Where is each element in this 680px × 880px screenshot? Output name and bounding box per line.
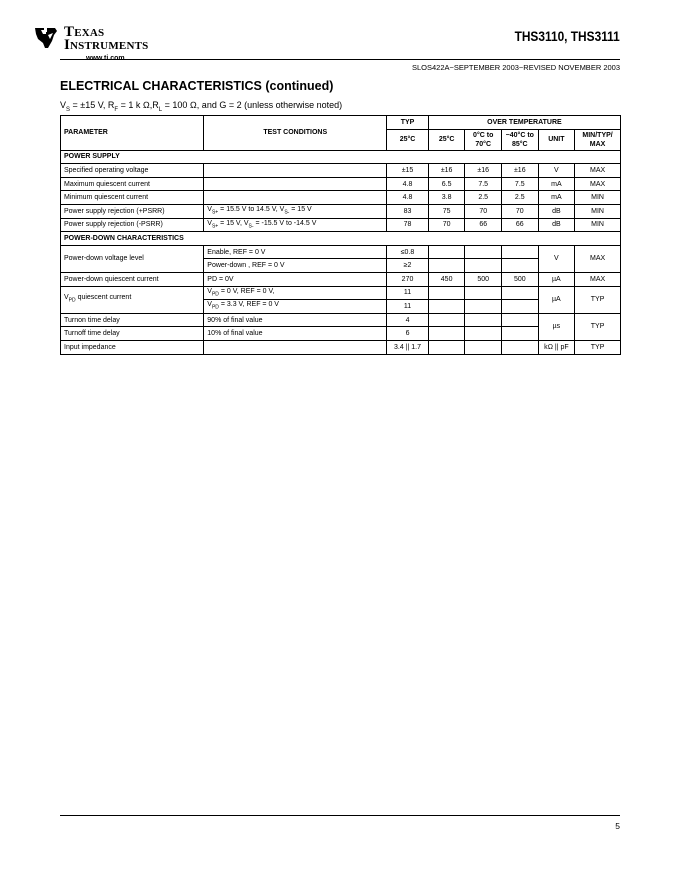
table-row: Maximum quiescent current 4.8 6.5 7.5 7.5 mA MAX: [61, 177, 621, 191]
col-header-typ-25c: 25°C: [387, 129, 429, 150]
col-header-25c: 25°C: [428, 129, 465, 150]
section-title: ELECTRICAL CHARACTERISTICS (continued): [60, 79, 334, 93]
logo-url[interactable]: www.ti.com: [86, 55, 125, 62]
section-row: [61, 232, 621, 246]
table-row: Input impedance 3.4 || 1.7 kΩ || pF TYP: [61, 340, 621, 354]
col-header-0-70c: 0°C to 70°C: [465, 129, 502, 150]
header-divider: [60, 59, 620, 60]
col-header-over-temperature: OVER TEMPERATURE: [428, 116, 620, 130]
ti-logo-icon: [33, 26, 61, 50]
electrical-characteristics-table: [60, 115, 621, 355]
col-header-unit: UNIT: [538, 129, 575, 150]
col-header-parameter: PARAMETER: [61, 116, 204, 151]
table-row: Turnoff time delay 10% of final value 6: [61, 327, 621, 341]
section-row: [61, 150, 621, 164]
col-header-min-typ-max: MIN/TYP/ MAX: [575, 129, 621, 150]
table-row: Specified operating voltage ±15 ±16 ±16 ±16 V MAX: [61, 164, 621, 178]
doc-code: SLOS422A−SEPTEMBER 2003−REVISED NOVEMBER 2003: [411, 63, 620, 72]
table-row: Power supply rejection (-PSRR) $V_{S+} = 15$ V, $V_{S-} = -15.5$ V to -14.5 V 78 70 66 66 dB MIN: [61, 218, 621, 232]
test-conditions-note: $V_S = \pm 15$ V, $R_F = 1$ k $Ω,R_L = 100$ Ω, and G = 2 (unless otherwise noted): [60, 100, 343, 113]
table-row: Power-down voltage level Enable, REF = 0 V ≤0.8 V MAX: [61, 245, 621, 259]
table-row: Power-down quiescent current PD = 0V 270 450 500 500 µA MAX: [61, 272, 621, 286]
table-row: $V_{PD} = 3.3$ V, REF = 0 V 11: [61, 300, 621, 314]
footer-divider: [60, 815, 620, 816]
table-row: $V_{PD}$ quiescent current $V_{PD} = 0$ V, REF = 0 V, 11 µA TYP: [61, 286, 621, 300]
ti-logo: [33, 24, 153, 64]
table-row: Minimum quiescent current 4.8 3.8 2.5 2.5 mA MIN: [61, 191, 621, 205]
header-row: [61, 116, 621, 130]
page-number: 5: [615, 821, 620, 831]
table-row: Power-down , REF = 0 V ≥2: [61, 259, 621, 273]
logo-line1: Texas: [64, 24, 105, 40]
col-header-test-conditions: TEST CONDITIONS: [204, 116, 387, 151]
doc-title: THS3110, THS3111: [514, 28, 620, 44]
table-row: Turnon time delay 90% of final value 4 µs TYP: [61, 313, 621, 327]
section-power-supply: POWER SUPPLY: [61, 150, 621, 164]
col-header-typ: TYP: [387, 116, 429, 130]
col-header-m40-85c: −40°C to 85°C: [502, 129, 539, 150]
table-row: Power supply rejection (+PSRR) $V_{S+} = 15.5$ V to 14.5 V, $V_{S-} = 15$ V 83 75 70 70 dB MIN: [61, 204, 621, 218]
logo-line2: Instruments: [64, 37, 149, 53]
section-power-down: POWER-DOWN CHARACTERISTICS: [61, 232, 621, 246]
